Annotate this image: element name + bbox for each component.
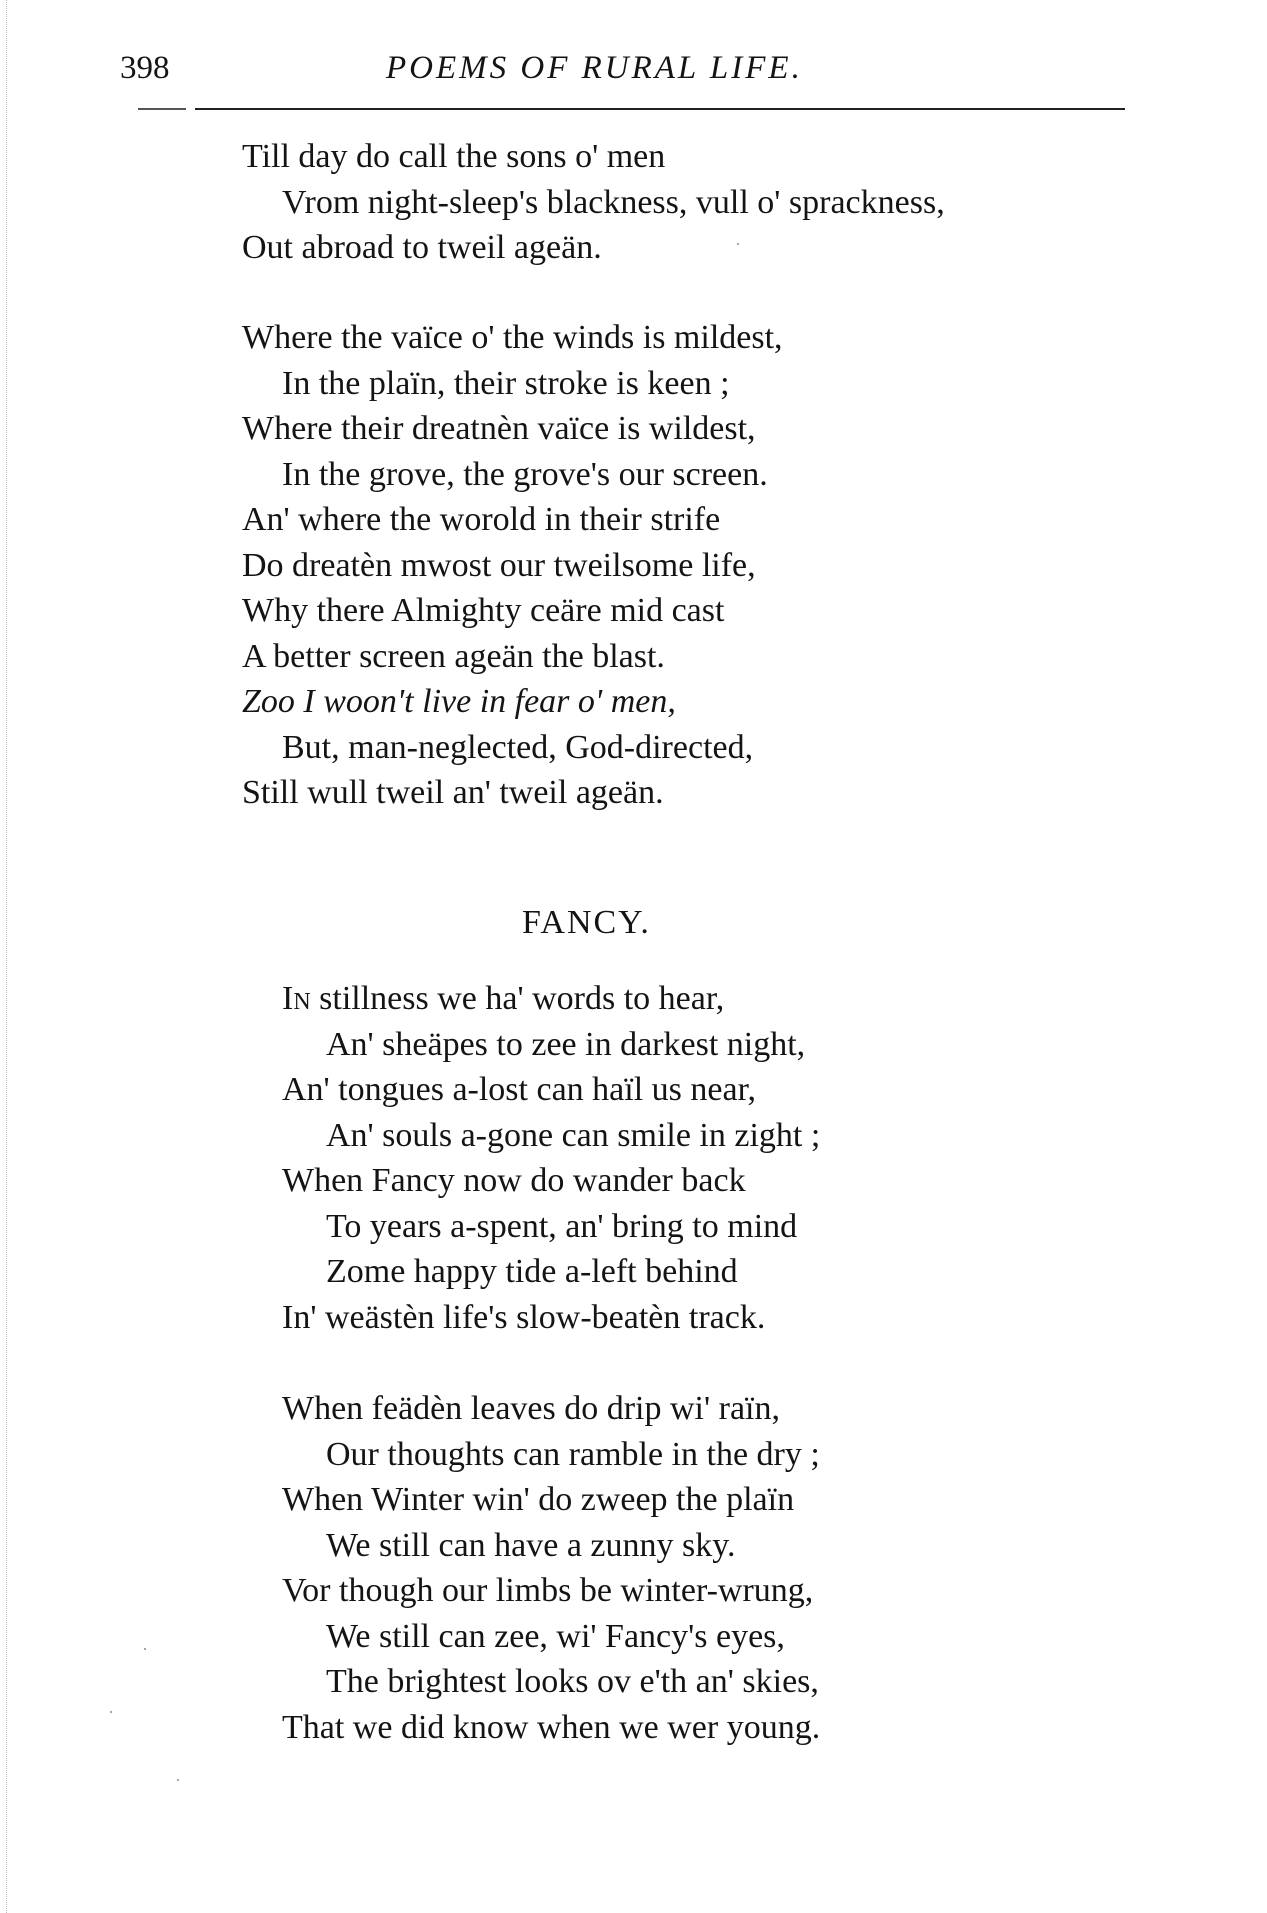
verse-line: In' weästèn life's slow-beatèn track. [282, 1298, 766, 1336]
verse-line: Out abroad to tweil ageän. [242, 229, 602, 266]
verse-line: To years a-spent, an' bring to mind [326, 1207, 798, 1245]
poem2-stanza-b [282, 1386, 820, 1750]
verse-line: An' where the worold in their strife [242, 501, 721, 538]
verse-line-first [282, 976, 820, 1022]
scan-speck [144, 1648, 146, 1650]
scan-speck [737, 243, 739, 245]
running-title: POEMS OF RURAL LIFE. [386, 50, 803, 86]
opening-line-rest: stillness we ha' words to hear, [310, 980, 725, 1017]
verse-line: When feädèn leaves do drip wi' raïn, [282, 1390, 780, 1427]
verse-line: We still can have a zunny sky. [326, 1526, 736, 1564]
verse-line: When Fancy now do wander back [282, 1162, 746, 1199]
poem2-stanza-a [282, 976, 820, 1340]
verse-line: Till day do call the sons o' men [242, 138, 666, 175]
verse-line: A better screen ageän the blast. [242, 637, 665, 675]
header-rule [195, 108, 1125, 110]
verse-line: But, man-neglected, God-directed, [282, 728, 754, 766]
verse-line: An' sheäpes to zee in darkest night, [326, 1025, 806, 1063]
verse-line: Where the vaïce o' the winds is mildest, [242, 319, 783, 356]
poem-title: FANCY. [522, 904, 651, 941]
scan-margin-dots [6, 0, 8, 1913]
verse-line-italic: Zoo I woon't live in fear o' men, [242, 683, 676, 720]
verse-line: Zome happy tide a-left behind [326, 1253, 738, 1290]
scan-speck [177, 1779, 179, 1781]
verse-line: Why there Almighty ceäre mid cast [242, 592, 725, 629]
page-number: 398 [120, 50, 170, 86]
verse-line: Vor though our limbs be winter-wrung, [282, 1572, 814, 1609]
header-rule-short [138, 108, 186, 110]
verse-line: Vrom night-sleep's blackness, vull o' sprackness, [282, 183, 945, 221]
verse-line: We still can zee, wi' Fancy's eyes, [326, 1617, 785, 1655]
verse-line: In the grove, the grove's our screen. [282, 455, 768, 493]
verse-line: Our thoughts can ramble in the dry ; [326, 1435, 820, 1473]
verse-line: Still wull tweil an' tweil ageän. [242, 774, 664, 811]
poem1-stanza-a [242, 134, 945, 271]
verse-line: In the plaïn, their stroke is keen ; [282, 364, 730, 402]
verse-line: Do dreatèn mwost our tweilsome life, [242, 546, 756, 584]
verse-line: The brightest looks ov e'th an' skies, [326, 1663, 819, 1700]
poem1-stanza-b [242, 315, 783, 816]
opening-word: In [282, 980, 311, 1017]
scan-speck [110, 1711, 112, 1713]
verse-line: Where their dreatnèn vaïce is wildest, [242, 410, 756, 447]
verse-line: That we did know when we wer young. [282, 1708, 821, 1746]
verse-line: An' souls a-gone can smile in zight ; [326, 1116, 821, 1154]
verse-line: An' tongues a-lost can haïl us near, [282, 1071, 757, 1108]
verse-line: When Winter win' do zweep the plaïn [282, 1481, 795, 1518]
